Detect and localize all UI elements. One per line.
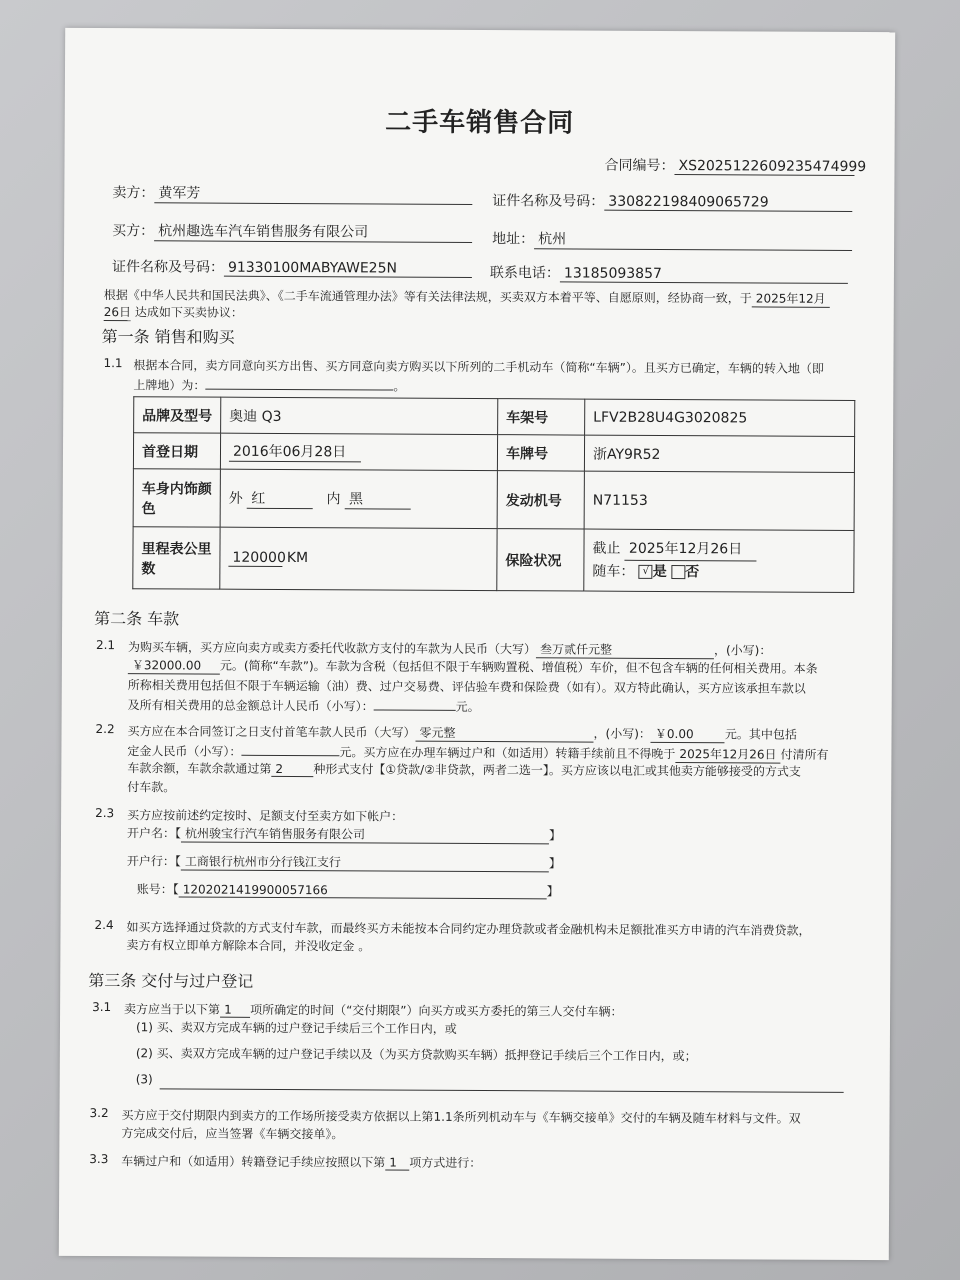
- registration-place-blank: [205, 375, 393, 391]
- reg-date-cell: [220, 433, 497, 470]
- clause-2-1-a: 为购买车辆，买方应向卖方或卖方委托代收款方支付的车款为人民币（大写）: [127, 640, 537, 657]
- clause-2-2-f: 付清所有: [780, 747, 829, 762]
- buyer-label: 买方：: [112, 223, 155, 240]
- intro-date-2: 26日: [103, 305, 132, 320]
- clause-2-2-e: 元。买方应在办理车辆过户和（如适用）转籍手续前且不得晚于: [339, 745, 676, 762]
- clause-2-1-d: 所称相关费用包括但不限于车辆运输（油）费、过户交易费、评估验车费和保险费（如有）。双方特此确认，买方应该承担车款以: [127, 678, 806, 696]
- buyer-id-row: [112, 256, 472, 278]
- article-3-heading: 第三条 交付与过户登记: [88, 970, 254, 991]
- final-payment-date: 2025年12月26日: [675, 745, 780, 764]
- intro-tail: 达成如下买卖协议：: [134, 305, 243, 320]
- seller-label: 卖方：: [112, 185, 155, 202]
- clause-2-2-b: ，(小写)：: [593, 726, 651, 741]
- down-payment-amount: ￥0.00: [651, 725, 725, 743]
- account-name-row: [127, 824, 561, 844]
- account-name-label: 开户名：【: [126, 826, 182, 841]
- insurance-date: 2025年12月26日: [625, 538, 757, 562]
- contract-number-label: 合同编号：: [604, 157, 675, 175]
- clause-2-3-number: 2.3: [95, 806, 115, 821]
- price-amount: ￥32000.00: [128, 656, 220, 674]
- vin-label: 车架号: [498, 399, 585, 435]
- mileage-unit: KM: [286, 550, 309, 567]
- price-chinese: 叁万贰仟元整: [536, 640, 714, 659]
- clause-2-2-a: 买方应在本合同签订之日支付首笔车款人民币（大写）: [127, 724, 416, 740]
- article-1-heading: 第一条 销售和购买: [101, 327, 235, 347]
- clause-2-1-c: 元。(简称“车款”)。车款为含税（包括但不限于车辆购置税、增值税）车价，但不包含车辆的任何相关费用。本条: [219, 658, 818, 676]
- buyer-row: [112, 220, 472, 243]
- mileage-label: 里程表公里数: [133, 527, 220, 589]
- vin-value: LFV2B28U4G3020825: [585, 399, 855, 436]
- article-2-heading: 第二条 车款: [94, 608, 180, 629]
- outer-color-label: 外: [228, 490, 243, 507]
- clause-2-2-c: 元。其中包括: [724, 727, 797, 742]
- clause-2-1-f: 元。: [455, 699, 480, 715]
- clause-3-1-a: 卖方应当于以下第: [124, 1002, 221, 1017]
- inner-color-label: 内: [326, 491, 341, 508]
- table-row: [133, 527, 854, 593]
- insurance-label: 保险状况: [497, 529, 584, 591]
- table-row: [133, 469, 854, 531]
- checkbox-no[interactable]: [671, 565, 685, 579]
- deposit-blank: [241, 741, 339, 757]
- intro-line2: [104, 303, 243, 322]
- clause-2-3-text: 买方应按前述约定按时、足额支付至卖方如下帐户：: [127, 808, 404, 824]
- buyer-value: 杭州趣选车汽车销售服务有限公司: [154, 220, 472, 243]
- address-label: 地址：: [492, 231, 535, 248]
- clause-2-2-line3: [127, 759, 801, 780]
- clause-2-4-b: 卖方有权立即单方解除本合同，并没收定金 。: [126, 938, 371, 954]
- vehicle-info-table: [132, 396, 855, 593]
- bank-value: 工商银行杭州市分行钱江支行: [181, 852, 549, 872]
- clause-3-2-a: 买方应于交付期限内到卖方的工作场所接受卖方依据以上第1.1条所列机动车与《车辆交接单》交付的车辆及随车材料与文件。双: [121, 1108, 801, 1126]
- bank-label: 开户行：【: [126, 854, 181, 869]
- intro-date-1: 2025年12月: [752, 289, 830, 307]
- table-row: [133, 433, 854, 473]
- clause-3-2-number: 3.2: [89, 1105, 109, 1121]
- clause-2-2-d: 定金人民币（小写）：: [127, 744, 242, 759]
- contract-number-row: [604, 155, 867, 176]
- bank-row: [127, 852, 561, 872]
- buyer-id-label: 证件名称及号码：: [111, 259, 225, 276]
- address-row: [492, 228, 852, 251]
- clause-2-1-b: ，(小写)：: [713, 643, 772, 658]
- delivery-option-3-blank: [160, 1088, 844, 1093]
- clause-1-1-text: 根据本合同，卖方同意向买方出售、买方同意向卖方购买以下所列的二手机动车（简称“车辆”）。且买方已确定，车辆的转入地（即: [133, 358, 824, 376]
- down-payment-chinese: 零元整: [416, 724, 594, 743]
- mileage-cell: [220, 527, 497, 590]
- clause-2-2-number: 2.2: [95, 722, 115, 737]
- account-number-value: 1202021419900057166: [179, 882, 547, 899]
- clause-3-3-number: 3.3: [89, 1151, 109, 1167]
- phone-label: 联系电话：: [489, 265, 560, 282]
- clause-1-1-number: 1.1: [103, 356, 123, 371]
- intro-text: 根据《中华人民共和国民法典》、《二手车流通管理办法》等有关法律法规，买卖双方本着平等、自愿原则，经协商一致，于: [103, 288, 752, 306]
- clause-2-2-i: 付车款。: [127, 780, 176, 795]
- delivery-option: 1: [220, 1003, 250, 1018]
- mileage-value: 120000: [228, 550, 282, 567]
- reg-date-value: 2016年06月28日: [229, 441, 361, 463]
- seller-id-value: 330822198409065729: [604, 194, 852, 212]
- clause-3-3-a: 车辆过户和（如适用）转籍登记手续应按照以下第: [121, 1154, 386, 1170]
- plate-label: 车牌号: [497, 435, 584, 471]
- delivery-option-3: (3): [135, 1072, 153, 1087]
- transfer-option: 1: [385, 1156, 409, 1171]
- delivery-option-1: (1) 买、卖双方完成车辆的过户登记手续后三个工作日内，或: [135, 1020, 457, 1036]
- clause-1-1-end: 。: [393, 379, 406, 394]
- seller-id-row: [492, 190, 852, 212]
- clause-3-1-b: 项所确定的时间（“交付期限”）向买方或买方委托的第三人交付车辆：: [250, 1002, 623, 1019]
- phone-value: 13185093857: [560, 265, 848, 284]
- plate-value: 浙AY9R52: [584, 435, 854, 472]
- yes-label: 是: [652, 563, 667, 580]
- table-row: [134, 397, 855, 437]
- clause-2-2-g: 车款余额，车款余款通过第: [127, 761, 272, 776]
- clause-2-2-h: 种形式支付【①贷款/②非贷款，两者二选一】。买方应该以电汇或其他卖方能够接受的方式支: [313, 762, 801, 779]
- bracket-close: 】: [546, 884, 559, 899]
- brand-value: 奥迪 Q3: [221, 397, 498, 434]
- account-name-value: 杭州骏宝行汽车销售服务有限公司: [181, 824, 549, 844]
- clause-3-2-b: 方完成交付后，应当签署《车辆交接单》。: [121, 1126, 344, 1142]
- bracket-close: 】: [548, 856, 561, 871]
- insurance-cell: [584, 529, 854, 592]
- clause-3-1-number: 3.1: [92, 999, 112, 1015]
- address-value: 杭州: [534, 228, 852, 251]
- brand-label: 品牌及型号: [134, 397, 221, 433]
- total-amount-blank: [374, 695, 456, 710]
- engine-label: 发动机号: [497, 471, 584, 529]
- document-title: 二手车销售合同: [385, 107, 575, 139]
- reg-date-label: 首登日期: [133, 433, 220, 469]
- with-car-label: 随车：: [592, 563, 635, 580]
- no-label: 否: [685, 564, 700, 581]
- payment-option: 2: [271, 762, 313, 777]
- checkbox-yes[interactable]: √: [639, 565, 653, 579]
- contract-paper: [59, 28, 895, 1260]
- insurance-until-label: 截止: [592, 540, 621, 557]
- clause-2-1-e: 及所有相关费用的总金额总计人民币（小写）：: [127, 698, 374, 714]
- seller-value: 黄军芳: [154, 182, 472, 205]
- buyer-id-value: 91330100MABYAWE25N: [224, 260, 472, 278]
- seller-id-label: 证件名称及号码：: [492, 193, 605, 210]
- clause-3-3-line: [121, 1152, 481, 1171]
- contract-number-value: XS2025122609235474999: [674, 158, 854, 176]
- phone-row: [490, 262, 848, 284]
- clause-3-1-line1: [124, 1000, 623, 1020]
- outer-color-value: 红: [247, 488, 313, 509]
- clause-2-4-a: 如买方选择通过贷款的方式支付车款，而最终买方未能按本合同约定办理贷款或者金融机构未足额批准买方申请的汽车消费贷款，: [126, 920, 811, 938]
- registration-place-label: 上牌地）为：: [133, 378, 206, 393]
- color-label: 车身内饰颜色: [133, 469, 220, 527]
- clause-3-3-b: 项方式进行：: [409, 1155, 482, 1171]
- seller-row: [112, 182, 472, 205]
- clause-2-4-number: 2.4: [94, 918, 114, 933]
- account-number-label: 账号：【: [136, 882, 179, 897]
- bracket-close: 】: [548, 828, 562, 843]
- clause-2-1-line2: [128, 656, 818, 678]
- clause-1-1-line2: [133, 374, 405, 394]
- inner-color-value: 黑: [345, 488, 411, 509]
- color-cell: [220, 469, 497, 528]
- engine-value: N71153: [584, 471, 854, 530]
- clause-2-1-number: 2.1: [95, 638, 116, 653]
- account-number-row: [137, 880, 559, 899]
- clause-2-1-line4: [128, 694, 480, 715]
- delivery-option-2: (2) 买、卖双方完成车辆的过户登记手续以及（为买方贷款购买车辆）抵押登记手续后三个工作日内，或；: [135, 1046, 697, 1064]
